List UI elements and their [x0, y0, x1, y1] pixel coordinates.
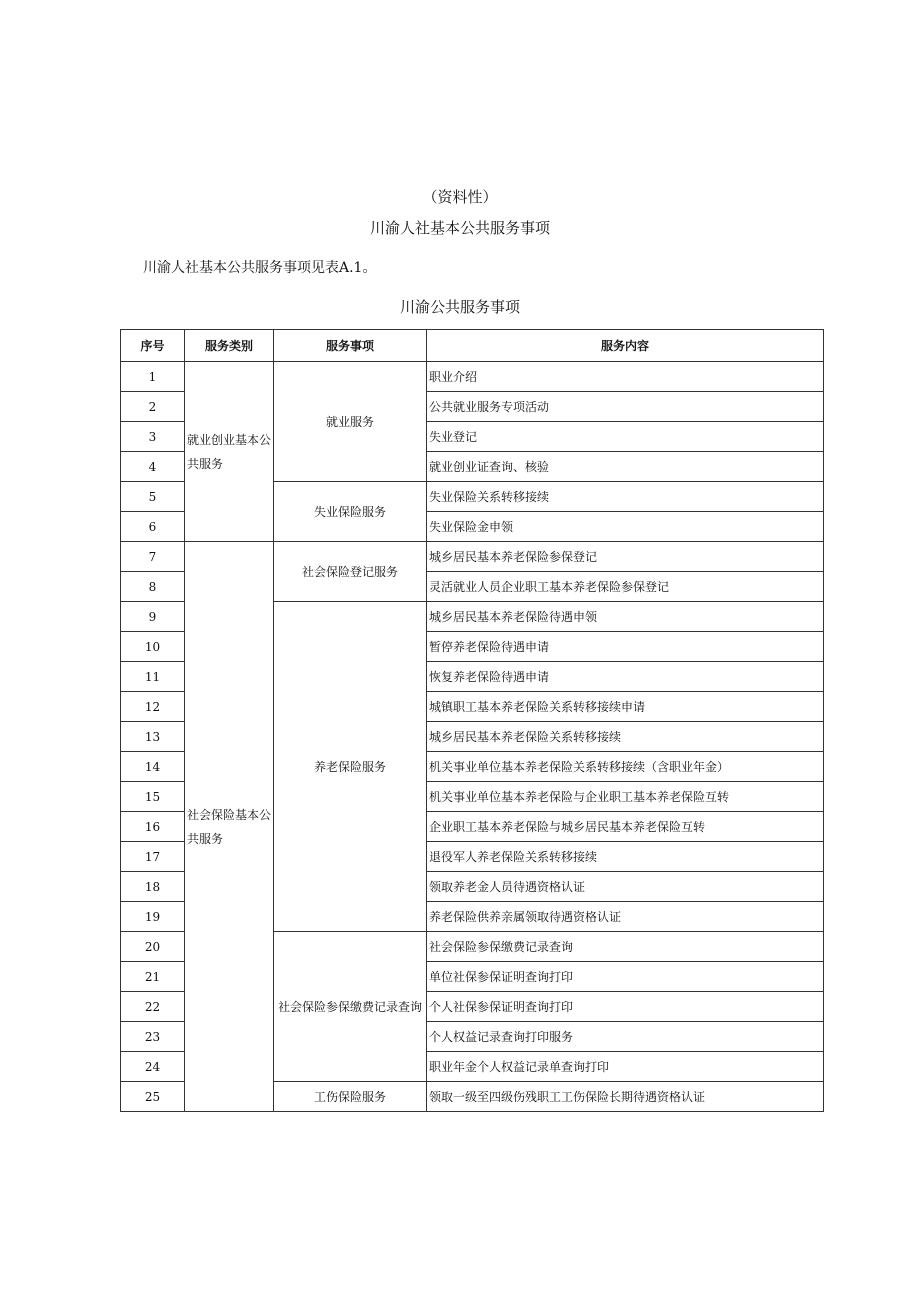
- row-number: 13: [121, 722, 185, 752]
- service-content: 失业登记: [427, 422, 824, 452]
- row-number: 14: [121, 752, 185, 782]
- service-content: 就业创业证查询、核验: [427, 452, 824, 482]
- service-content: 恢复养老保险待遇申请: [427, 662, 824, 692]
- table-header-row: [121, 330, 824, 362]
- service-content: 暂停养老保险待遇申请: [427, 632, 824, 662]
- service-category: 就业创业基本公共服务: [185, 362, 274, 542]
- row-number: 17: [121, 842, 185, 872]
- services-table: [120, 329, 824, 1112]
- row-number: 15: [121, 782, 185, 812]
- row-number: 9: [121, 602, 185, 632]
- service-content: 灵活就业人员企业职工基本养老保险参保登记: [427, 572, 824, 602]
- service-content: 领取一级至四级伤残职工工伤保险长期待遇资格认证: [427, 1082, 824, 1112]
- intro-text: 川渝人社基本公共服务事项见表A.1。: [143, 260, 377, 276]
- row-number: 6: [121, 512, 185, 542]
- row-number: 20: [121, 932, 185, 962]
- table-body: [121, 362, 824, 1112]
- row-number: 1: [121, 362, 185, 392]
- row-number: 16: [121, 812, 185, 842]
- service-content: 企业职工基本养老保险与城乡居民基本养老保险互转: [427, 812, 824, 842]
- service-content: 养老保险供养亲属领取待遇资格认证: [427, 902, 824, 932]
- header-category: 服务类别: [185, 330, 274, 362]
- service-item: 失业保险服务: [274, 482, 427, 542]
- service-item: 社会保险参保缴费记录查询: [274, 932, 427, 1082]
- row-number: 5: [121, 482, 185, 512]
- service-content: 退役军人养老保险关系转移接续: [427, 842, 824, 872]
- row-number: 8: [121, 572, 185, 602]
- service-content: 机关事业单位基本养老保险与企业职工基本养老保险互转: [427, 782, 824, 812]
- row-number: 10: [121, 632, 185, 662]
- row-number: 24: [121, 1052, 185, 1082]
- row-number: 12: [121, 692, 185, 722]
- table-row: [121, 362, 824, 392]
- service-item: 社会保险登记服务: [274, 542, 427, 602]
- service-content: 公共就业服务专项活动: [427, 392, 824, 422]
- service-content: 职业介绍: [427, 362, 824, 392]
- header-content: 服务内容: [427, 330, 824, 362]
- service-content: 社会保险参保缴费记录查询: [427, 932, 824, 962]
- header-item: 服务事项: [274, 330, 427, 362]
- row-number: 7: [121, 542, 185, 572]
- service-content: 城乡居民基本养老保险待遇申领: [427, 602, 824, 632]
- service-content: 单位社保参保证明查询打印: [427, 962, 824, 992]
- row-number: 25: [121, 1082, 185, 1112]
- service-content: 失业保险关系转移接续: [427, 482, 824, 512]
- row-number: 3: [121, 422, 185, 452]
- service-item: 就业服务: [274, 362, 427, 482]
- row-number: 2: [121, 392, 185, 422]
- row-number: 11: [121, 662, 185, 692]
- table-row: [121, 542, 824, 572]
- row-number: 4: [121, 452, 185, 482]
- service-content: 城乡居民基本养老保险参保登记: [427, 542, 824, 572]
- service-item: 工伤保险服务: [274, 1082, 427, 1112]
- appendix-title: 川渝人社基本公共服务事项: [369, 219, 550, 237]
- row-number: 19: [121, 902, 185, 932]
- service-content: 领取养老金人员待遇资格认证: [427, 872, 824, 902]
- service-content: 城镇职工基本养老保险关系转移接续申请: [427, 692, 824, 722]
- service-content: 失业保险金申领: [427, 512, 824, 542]
- service-content: 城乡居民基本养老保险关系转移接续: [427, 722, 824, 752]
- service-content: 个人权益记录查询打印服务: [427, 1022, 824, 1052]
- service-content: 职业年金个人权益记录单查询打印: [427, 1052, 824, 1082]
- appendix-note: （资料性）: [422, 188, 498, 206]
- service-category: 社会保险基本公共服务: [185, 542, 274, 1112]
- row-number: 22: [121, 992, 185, 1022]
- service-item: 养老保险服务: [274, 602, 427, 932]
- service-content: 个人社保参保证明查询打印: [427, 992, 824, 1022]
- row-number: 21: [121, 962, 185, 992]
- row-number: 23: [121, 1022, 185, 1052]
- row-number: 18: [121, 872, 185, 902]
- service-content: 机关事业单位基本养老保险关系转移接续（含职业年金）: [427, 752, 824, 782]
- table-caption: 川渝公共服务事项: [399, 298, 520, 316]
- header-no: 序号: [121, 330, 185, 362]
